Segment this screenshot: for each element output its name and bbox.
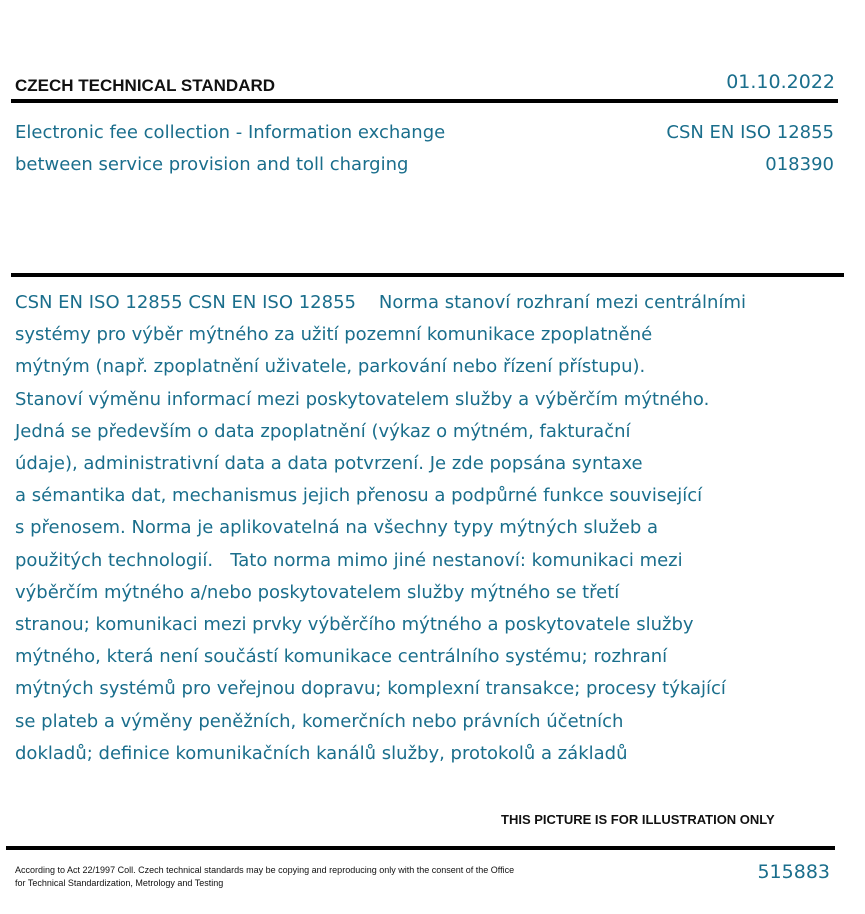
abstract-line: mýtným (např. zpoplatnění uživatele, parkování nebo řízení přístupu). xyxy=(15,356,646,378)
abstract-line: údaje), administrativní data a data potvrzení. Je zde popsána syntaxe xyxy=(15,453,643,475)
abstract-line: dokladů; definice komunikačních kanálů služby, protokolů a základů xyxy=(15,742,628,764)
legal-notice xyxy=(15,864,595,890)
header-divider xyxy=(11,99,838,103)
publication-date: 01.10.2022 xyxy=(726,71,835,93)
abstract-line: mýtných systémů pro veřejnou dopravu; komplexní transakce; procesy týkající xyxy=(15,678,726,700)
illustration-notice: THIS PICTURE IS FOR ILLUSTRATION ONLY xyxy=(501,812,775,827)
abstract-line: použitých technologií. Tato norma mimo jiné nestanoví: komunikaci mezi xyxy=(15,549,683,571)
standard-identifiers xyxy=(666,117,834,181)
standard-title-line: Electronic fee collection - Information exchange xyxy=(15,122,446,143)
abstract-line: výběrčím mýtného a/nebo poskytovatelem služby mýtného se třetí xyxy=(15,581,620,603)
abstract-line: Stanoví výměnu informací mezi poskytovatelem služby a výběrčím mýtného. xyxy=(15,388,710,410)
abstract-line: s přenosem. Norma je aplikovatelná na všechny typy mýtných služeb a xyxy=(15,517,659,539)
footer-divider xyxy=(6,846,835,850)
catalog-code: 515883 xyxy=(757,861,830,883)
abstract-line: a sémantika dat, mechanismus jejich přenosu a podpůrné funkce související xyxy=(15,485,703,507)
section-divider xyxy=(11,273,844,277)
abstract-line: se plateb a výměny peněžních, komerčních nebo právních účetních xyxy=(15,710,624,732)
document-category: CZECH TECHNICAL STANDARD xyxy=(15,76,276,95)
abstract-line: systémy pro výběr mýtného za užití pozemní komunikace zpoplatněné xyxy=(15,324,653,346)
standard-title-line: between service provision and toll charging xyxy=(15,154,409,175)
standard-number: CSN EN ISO 12855 xyxy=(666,122,834,143)
legal-notice-line: for Technical Standardization, Metrology and Testing xyxy=(15,878,224,888)
classification-code: 018390 xyxy=(765,154,834,175)
legal-notice-line: According to Act 22/1997 Coll. Czech technical standards may be copying and reproducing only with the consent of the Office xyxy=(15,865,515,875)
abstract-line: stranou; komunikaci mezi prvky výběrčího mýtného a poskytovatele služby xyxy=(15,614,694,636)
standard-abstract xyxy=(15,287,845,770)
abstract-line: Jedná se především o data zpoplatnění (výkaz o mýtném, fakturační xyxy=(15,420,631,442)
abstract-line: CSN EN ISO 12855 CSN EN ISO 12855 Norma stanoví rozhraní mezi centrálními xyxy=(15,292,746,313)
standard-title xyxy=(15,117,535,181)
abstract-line: mýtného, která není součástí komunikace centrálního systému; rozhraní xyxy=(15,646,668,668)
